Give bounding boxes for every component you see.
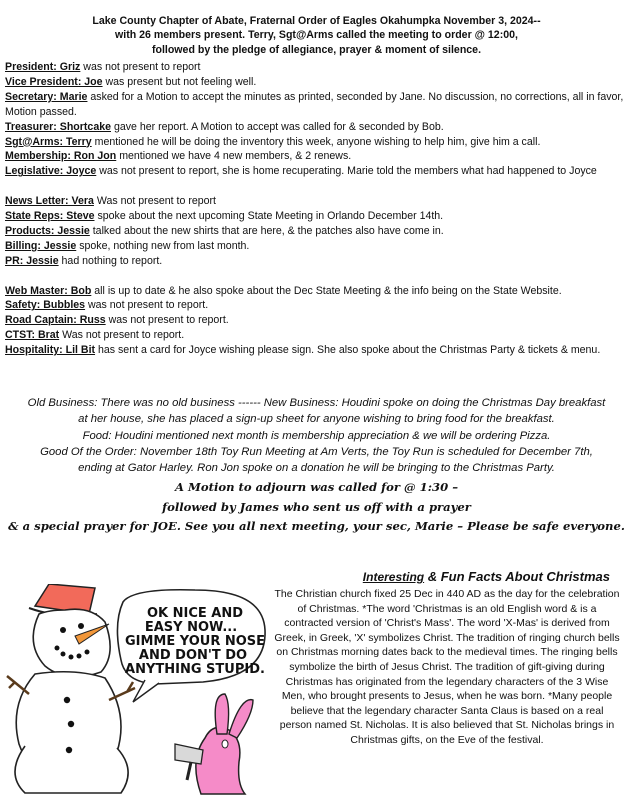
- bunny-eye: [222, 740, 228, 748]
- speech-line-2: EASY NOW...: [144, 620, 238, 635]
- report-row: [5, 209, 627, 224]
- report-row: [5, 164, 627, 179]
- snowman-illustration: [5, 584, 270, 795]
- report-label: Hospitality: Lil Bit: [5, 344, 96, 357]
- report-text: has sent a card for Joyce wishing please sign. She also spoke about the Christmas Party & tickets & menu.: [95, 344, 601, 357]
- report-label: Safety: Bubbles: [5, 299, 86, 312]
- hairdryer-handle: [187, 762, 191, 780]
- left-eye: [60, 627, 66, 633]
- report-label: Vice President: Joe: [5, 75, 103, 88]
- report-text: Was not present to report: [93, 195, 217, 208]
- snowman-head: [33, 609, 110, 677]
- speech-tail: [133, 680, 159, 702]
- business-line-4: Good Of the Order: November 18th Toy Run Meeting at Am Verts, the Toy Run is scheduled for December 7th,: [40, 445, 593, 458]
- closing-section: [6, 478, 627, 537]
- report-label: Products: Jessie: [5, 224, 90, 237]
- reports-group-1: [5, 60, 627, 179]
- report-label: CTST: Brat: [5, 329, 60, 342]
- report-text: was present but not feeling well.: [102, 75, 257, 88]
- header-line-2: with 26 members present. Terry, Sgt@Arms called the meeting to order @ 12:00,: [115, 29, 518, 42]
- facts-title-interesting: Interesting: [362, 570, 425, 584]
- report-row: [5, 75, 627, 90]
- report-text: was not present to report, she is home recuperating. Marie told the members what had happened to Joyce: [96, 165, 597, 178]
- report-label: Secretary: Marie: [5, 90, 88, 103]
- closing-line-3: & a special prayer for JOE. See you all next meeting, your sec, Marie – Please be safe everyone.: [8, 519, 625, 533]
- report-label: News Letter: Vera: [5, 195, 94, 208]
- facts-title: [280, 569, 610, 584]
- report-row: [5, 343, 627, 358]
- right-eye: [78, 623, 84, 629]
- report-label: PR: Jessie: [5, 254, 59, 267]
- facts-body: The Christian church fixed 25 Dec in 440 AD as the day for the celebration of Christmas. *The word 'Christmas is an old English word & is a contracted version of 'Christ's Mass'. The word 'X-Mas' is derived from Greek, in Greek, 'X' symbolizes Christ. The tradition of ringing church bells on Christmas morning dates back to the medieval times. The ringing bells symbolize the birth of Jesus Christ. The tradition of gift-giving during Christmas has originated from the legendary characters of the 3 Wise Men, who brought presents to Jesus, when he was born. *Many people believe that the legendary character Santa Claus is based on a real person named St. Nicholas. It is also believed that St. Nicholas brings in Christmas gifts, on the Eve of the festival.: [274, 588, 620, 746]
- business-line-3: Food: Houdini mentioned next month is membership appreciation & we will be ordering Pizza.: [82, 429, 551, 442]
- speech-line-5: ANYTHING STUPID.: [125, 662, 265, 677]
- report-row: [5, 120, 627, 135]
- reports-group-2: [5, 194, 627, 269]
- report-row: [5, 254, 627, 269]
- hairdryer-icon: [175, 744, 203, 764]
- report-text: talked about the new shirts that are here, & the patches also have come in.: [89, 224, 444, 237]
- report-row: [5, 60, 627, 75]
- report-row: [5, 194, 627, 209]
- report-label: Legislative: Joyce: [5, 165, 97, 178]
- report-text: was not present to report.: [85, 299, 209, 312]
- bunny-ear-left: [215, 694, 228, 734]
- report-text: spoke about the next upcoming State Meeting in Orlando December 14th.: [94, 210, 444, 223]
- closing-line-1: A Motion to adjourn was called for @ 1:30 –: [175, 480, 458, 494]
- report-text: all is up to date & he also spoke about the Dec State Meeting & the info being on the State Website.: [91, 284, 562, 297]
- report-label: President: Griz: [5, 61, 81, 73]
- report-label: State Reps: Steve: [5, 210, 95, 223]
- speech-line-1: OK NICE AND: [146, 606, 244, 621]
- header-line-3: followed by the pledge of allegiance, prayer & moment of silence.: [151, 43, 482, 56]
- report-label: Road Captain: Russ: [5, 314, 106, 327]
- business-line-5: ending at Gator Harley. Ron Jon spoke on a donation he will be bringing to the Christmas Party.: [78, 462, 555, 475]
- report-row: [5, 284, 627, 299]
- snowman-base: [15, 746, 128, 793]
- closing-line-2: followed by James who sent us off with a prayer: [162, 499, 471, 514]
- report-label: Treasurer: Shortcake: [5, 120, 111, 133]
- facts-title-rest: & Fun Facts About Christmas: [424, 569, 610, 584]
- report-row: [5, 239, 627, 254]
- meeting-header: [8, 14, 625, 57]
- report-row: [5, 90, 627, 120]
- business-line-2: at her house, she has placed a sign-up sheet for anyone wishing to bring food for the breakfast.: [78, 413, 555, 426]
- report-text: spoke, nothing new from last month.: [76, 239, 250, 252]
- report-row: [5, 298, 627, 313]
- report-text: was not present to report: [80, 61, 201, 73]
- report-row: [5, 313, 627, 328]
- report-text: was not present to report.: [105, 314, 229, 327]
- report-label: Web Master: Bob: [5, 284, 92, 297]
- reports-group-3: [5, 284, 627, 359]
- bunny-ear-right: [229, 700, 253, 738]
- report-text: mentioned we have 4 new members, & 2 renews.: [116, 150, 352, 163]
- left-arm: [7, 676, 29, 694]
- report-text: had nothing to report.: [58, 254, 163, 267]
- report-label: Billing: Jessie: [5, 239, 77, 252]
- header-line-1: Lake County Chapter of Abate, Fraternal Order of Eagles Okahumpka November 3, 2024--: [92, 15, 541, 27]
- report-text: gave her report. A Motion to accept was called for & seconded by Bob.: [111, 120, 444, 133]
- report-text: Was not present to report.: [59, 329, 185, 342]
- report-label: Sgt@Arms: Terry: [5, 135, 92, 148]
- officer-reports: [5, 60, 627, 358]
- report-label: Membership: Ron Jon: [5, 150, 117, 163]
- speech-line-3: GIMME YOUR NOSE: [124, 634, 266, 649]
- snowman-cartoon: [5, 584, 270, 795]
- report-text: mentioned he will be doing the inventory this week, anyone wishing to help him, give him a call.: [91, 135, 541, 148]
- report-row: [5, 149, 627, 164]
- speech-line-4: AND DON'T DO: [138, 648, 248, 663]
- report-text: asked for a Motion to accept the minutes as printed, seconded by Jane. No discussion, no corrections, all in favor, Motion passed.: [5, 90, 624, 118]
- report-row: [5, 135, 627, 150]
- report-row: [5, 224, 627, 239]
- report-row: [5, 328, 627, 343]
- business-line-1: Old Business: There was no old business ------ New Business: Houdini spoke on doing the Christmas Day breakfast: [27, 397, 606, 409]
- business-section: [6, 395, 627, 476]
